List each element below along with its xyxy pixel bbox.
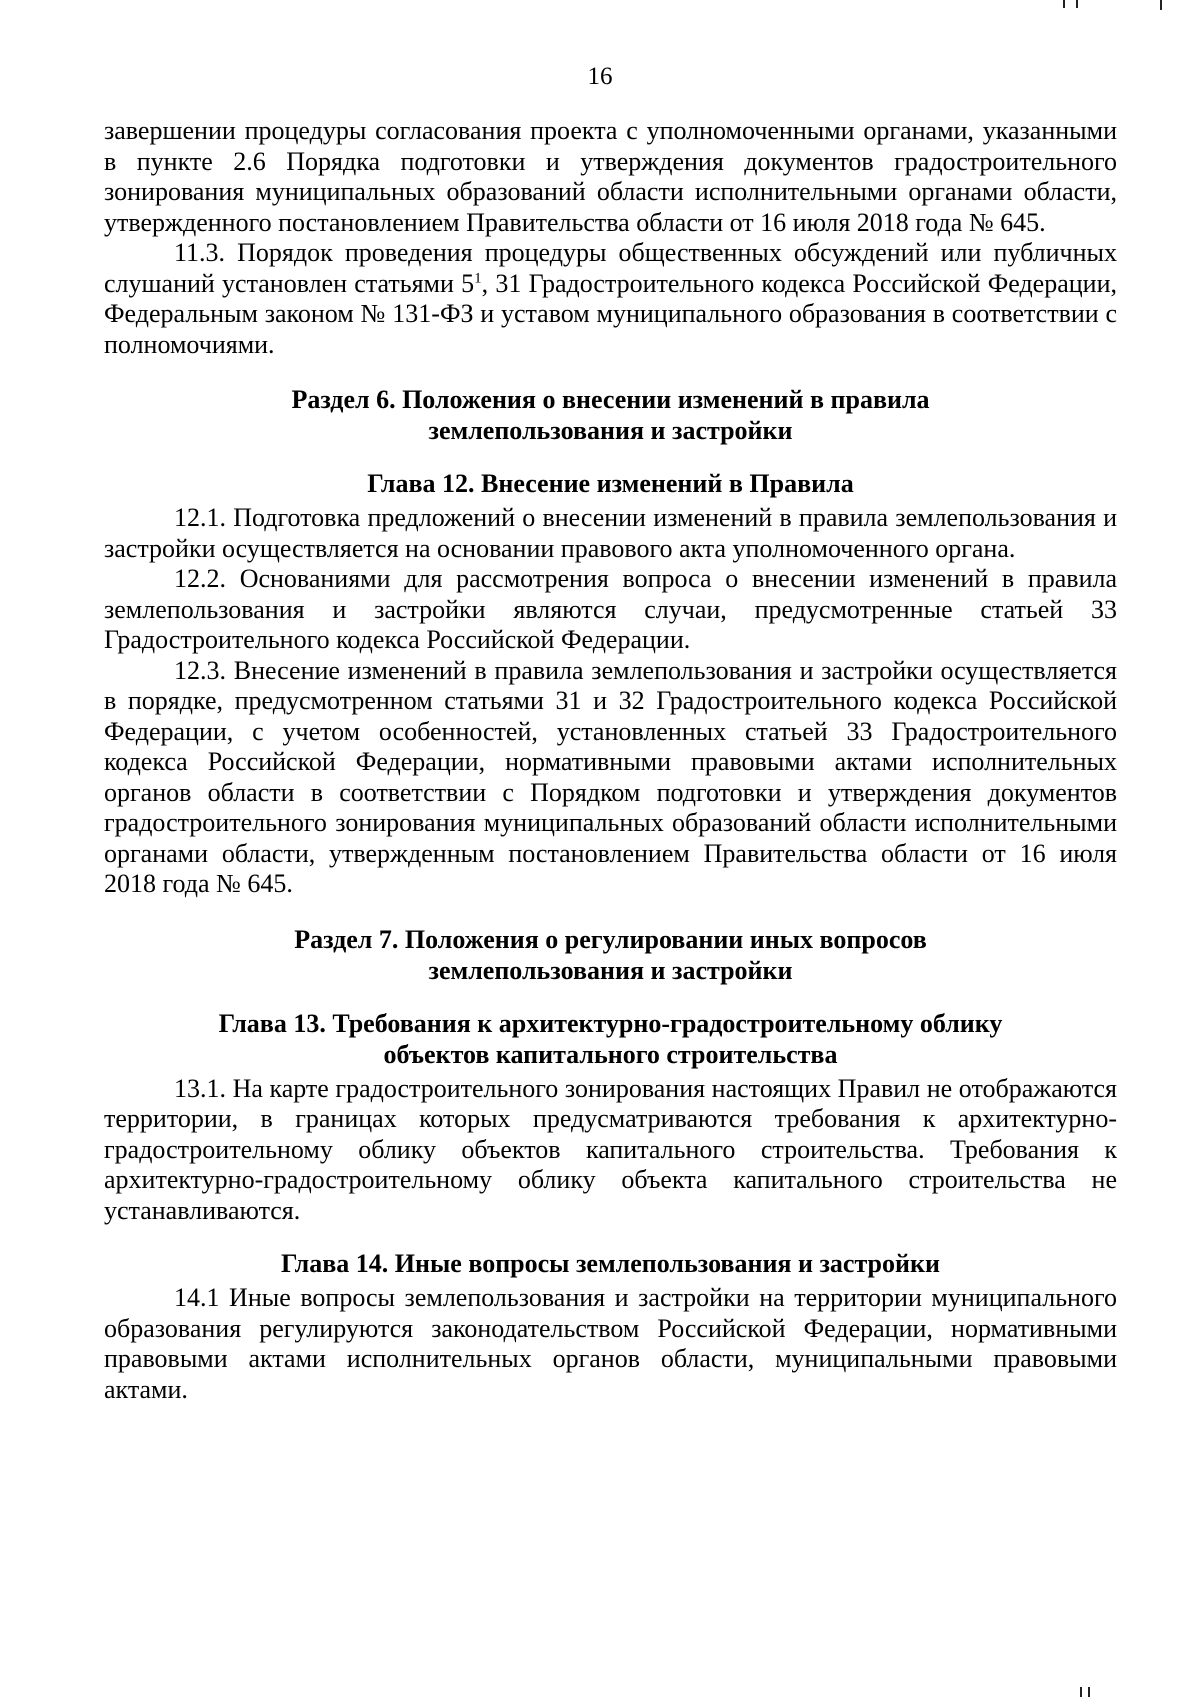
paragraph-14-1: 14.1 Иные вопросы землепользования и застройки на территории муниципального образования регулируются законодательством Российской Федерации, нормативными правовыми актами исполнительных органов области, муниципальными правовыми актами. [104,1283,1117,1404]
heading-line: Раздел 6. Положения о внесении изменений в правила [291,385,930,414]
heading-line: объектов капитального строительства [383,1039,838,1069]
paragraph-12-2: 12.2. Основаниями для рассмотрения вопроса о внесении изменений в правила землепользования и застройки являются случаи, предусмотренные статьей 33 Градостроительного кодекса Российской Федерации. [104,564,1117,654]
document-body [104,116,1117,1405]
paragraph-11-3 [104,238,1117,360]
paragraph-12-3: 12.3. Внесение изменений в правила землепользования и застройки осуществляется в порядке, предусмотренном статьями 31 и 32 Градостроительного кодекса Российской Федерации, с учетом особенностей, установленных статьей 33 Градостроительного кодекса Российской Федерации, нормативными правовыми актами исполнительных органов области в соответствии с Порядком подготовки и утверждения документов градостроительного зонирования муниципальных образований области исполнительными органами области, утвержденным постановлением Правительства области от 16 июля 2018 года № 645. [104,655,1117,898]
paragraph-text: 11.3. Порядок проведения процедуры общественных обсуждений или публичных слушаний установлен статьями 5 [104,238,1117,298]
paragraph-13-1: 13.1. На карте градостроительного зонирования настоящих Правил не отображаются территории, в границах которых предусматриваются требования к архитектурно-градостроительному облику объектов капитального строительства. Требования к архитектурно-градостроительному облику объекта капитального строительства не устанавливаются. [104,1073,1117,1225]
page-number: 16 [587,63,613,90]
scan-mark [1076,0,1078,8]
paragraph-11-2-continuation: завершении процедуры согласования проекта с уполномоченными органами, указанными в пункте 2.6 Порядка подготовки и утверждения документов градостроительного зонирования муниципальных образований области исполнительными органами области, утвержденного постановлением Правительства области от 16 июля 2018 года № 645. [104,116,1117,237]
chapter-12-heading [104,468,1117,499]
heading-line: Раздел 7. Положения о регулировании иных вопросов [294,924,927,954]
heading-line: Глава 13. Требования к архитектурно-градостроительному облику [218,1008,1003,1038]
chapter-13-heading [104,1008,1117,1070]
heading-line: землепользования и застройки [428,955,793,985]
scan-mark [1160,0,1162,10]
heading-line: землепользования и застройки [428,416,793,445]
chapter-14-heading [104,1248,1117,1279]
section-7-heading [104,924,1117,986]
heading-line: Глава 14. Иные вопросы землепользования и застройки [281,1249,940,1278]
section-6-heading [104,384,1117,446]
paragraph-text: , 31 Градостроительного кодекса Российской Федерации, Федеральным законом № 131-ФЗ и уставом муниципального образования в соответствии с полномочиями. [104,268,1117,359]
superscript: 1 [474,269,482,286]
heading-line: Глава 12. Внесение изменений в Правила [367,469,854,498]
scan-mark [1080,1687,1082,1697]
paragraph-12-1: 12.1. Подготовка предложений о внесении изменений в правила землепользования и застройки осуществляется на основании правового акта уполномоченного органа. [104,503,1117,563]
scan-mark [1088,1687,1090,1697]
scan-mark [1063,0,1065,8]
